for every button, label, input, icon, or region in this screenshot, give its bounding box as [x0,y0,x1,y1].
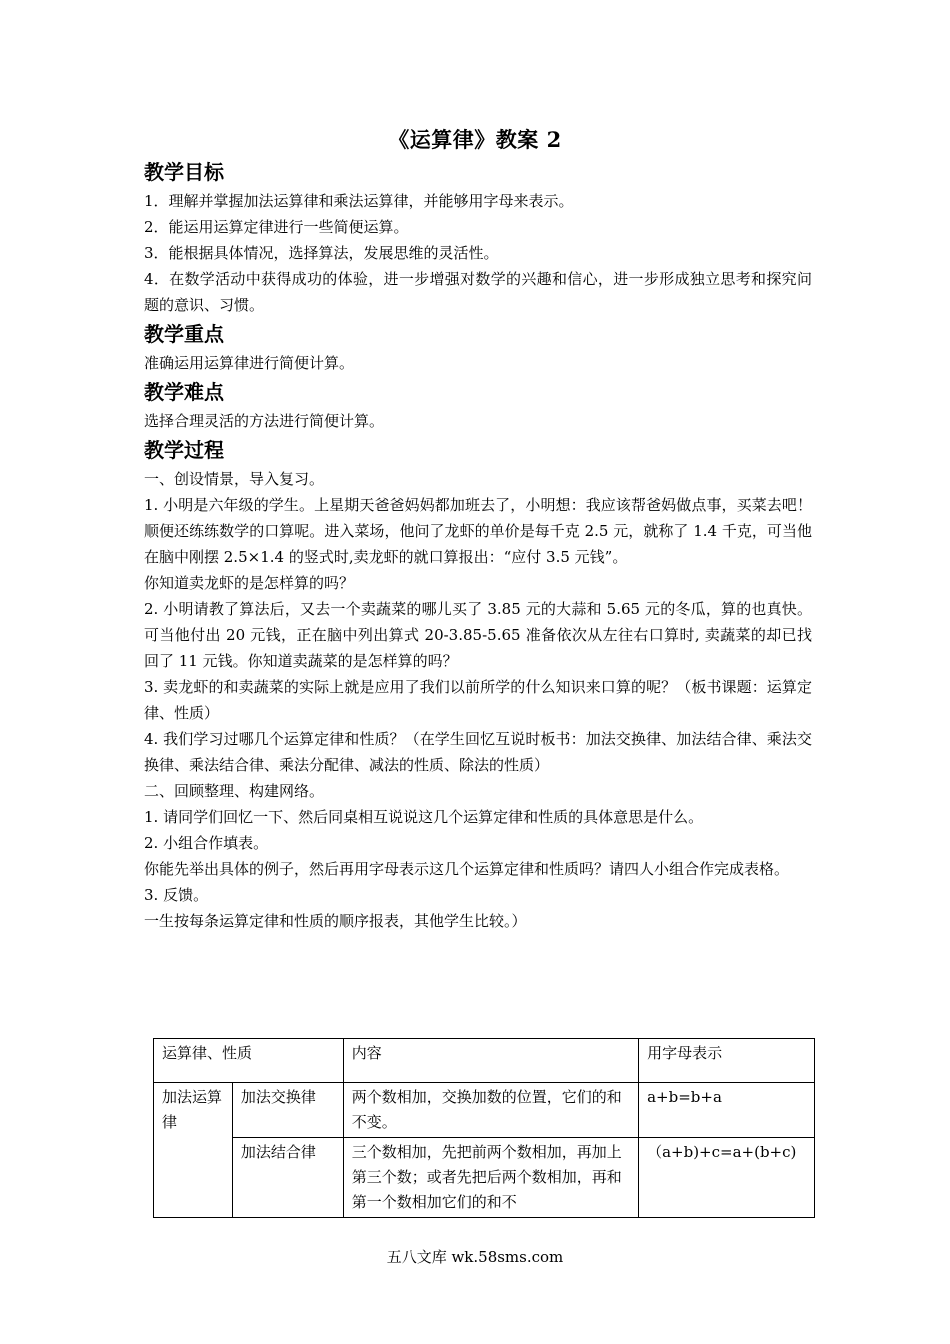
table-row [154,1083,815,1138]
process-paragraph: 你能先举出具体的例子，然后再用字母表示这几个运算定律和性质吗？请四人小组合作完成表格。 [144,860,790,878]
table-header-cell: 内容 [343,1039,638,1083]
table-cell-content: 三个数相加，先把前两个数相加，再加上第三个数；或者先把后两个数相加，再和第一个数相加它们的和不 [343,1138,638,1218]
process-paragraph: 2. 小明请教了算法后，又去一个卖蔬菜的哪儿买了 3.85 元的大蒜和 5.65 元的冬瓜，算的也真快。可当他付出 20 元钱，正在脑中列出算式 20-3.85-5.65 准备依次从左往右口算时, 卖蔬菜的却已找回了 11 元钱。你知道卖蔬菜的是怎样算的吗？ [144,600,812,670]
process-paragraph: 3. 卖龙虾的和卖蔬菜的实际上就是应用了我们以前所学的什么知识来口算的呢？（板书课题：运算定律、性质） [144,678,812,722]
process-paragraph: 4. 我们学习过哪几个运算定律和性质？（在学生回忆互说时板书：加法交换律、加法结合律、乘法交换律、乘法结合律、乘法分配律、减法的性质、除法的性质） [144,730,812,774]
table-header-cell: 运算律、性质 [154,1039,344,1083]
difficulties-heading: 教学难点 [144,380,224,404]
process-heading: 教学过程 [144,438,224,462]
process-paragraph: 2. 小组合作填表。 [144,834,269,852]
page-footer: 五八文库 wk.58sms.com [386,1248,564,1266]
difficulties-text: 选择合理灵活的方法进行简便计算。 [144,412,385,430]
table-cell-formula: （a+b)+c=a+(b+c) [639,1138,815,1218]
table-header-cell: 用字母表示 [639,1039,815,1083]
objective-item: 1．理解并掌握加法运算律和乘法运算律，并能够用字母来表示。 [144,192,574,210]
table-cell-name: 加法交换律 [232,1083,343,1138]
table-cell-content: 两个数相加，交换加数的位置，它们的和不变。 [343,1083,638,1138]
objective-item: 2．能运用运算定律进行一些简便运算。 [144,218,409,236]
operation-laws-table [153,1038,815,1218]
table-row [154,1138,815,1218]
table-group-cell: 加法运算律 [154,1083,233,1218]
objective-item: 3．能根据具体情况，选择算法，发展思维的灵活性。 [144,244,499,262]
process-paragraph: 1. 小明是六年级的学生。上星期天爸爸妈妈都加班去了，小明想：我应该帮爸妈做点事，买菜去吧！顺便还练练数学的口算呢。进入菜场，他问了龙虾的单价是每千克 2.5 元，就称了 1.4 千克，可当他在脑中刚摆 2.5×1.4 的竖式时,卖龙虾的就口算报出：“应付 3.5 元钱”。 [144,496,812,566]
process-paragraph: 一生按每条运算定律和性质的顺序报表，其他学生比较。） [144,912,527,930]
document-title: 《运算律》教案 2 [388,127,562,152]
key-points-text: 准确运用运算律进行简便计算。 [144,354,355,372]
table-cell-name: 加法结合律 [232,1138,343,1218]
process-paragraph: 1. 请同学们回忆一下、然后同桌相互说说这几个运算定律和性质的具体意思是什么。 [144,808,704,826]
process-paragraph: 二、回顾整理、构建网络。 [144,782,325,800]
objectives-heading: 教学目标 [144,160,224,184]
table-cell-formula: a+b=b+a [639,1083,815,1138]
process-paragraph: 一、创设情景，导入复习。 [144,470,325,488]
process-paragraph: 你知道卖龙虾的是怎样算的吗？ [144,574,355,592]
document-body [144,156,812,934]
key-points-heading: 教学重点 [144,322,224,346]
process-paragraph: 3. 反馈。 [144,886,209,904]
table-header-row [154,1039,815,1083]
objective-item: 4．在数学活动中获得成功的体验，进一步增强对数学的兴趣和信心，进一步形成独立思考和探究问题的意识、习惯。 [144,270,812,314]
